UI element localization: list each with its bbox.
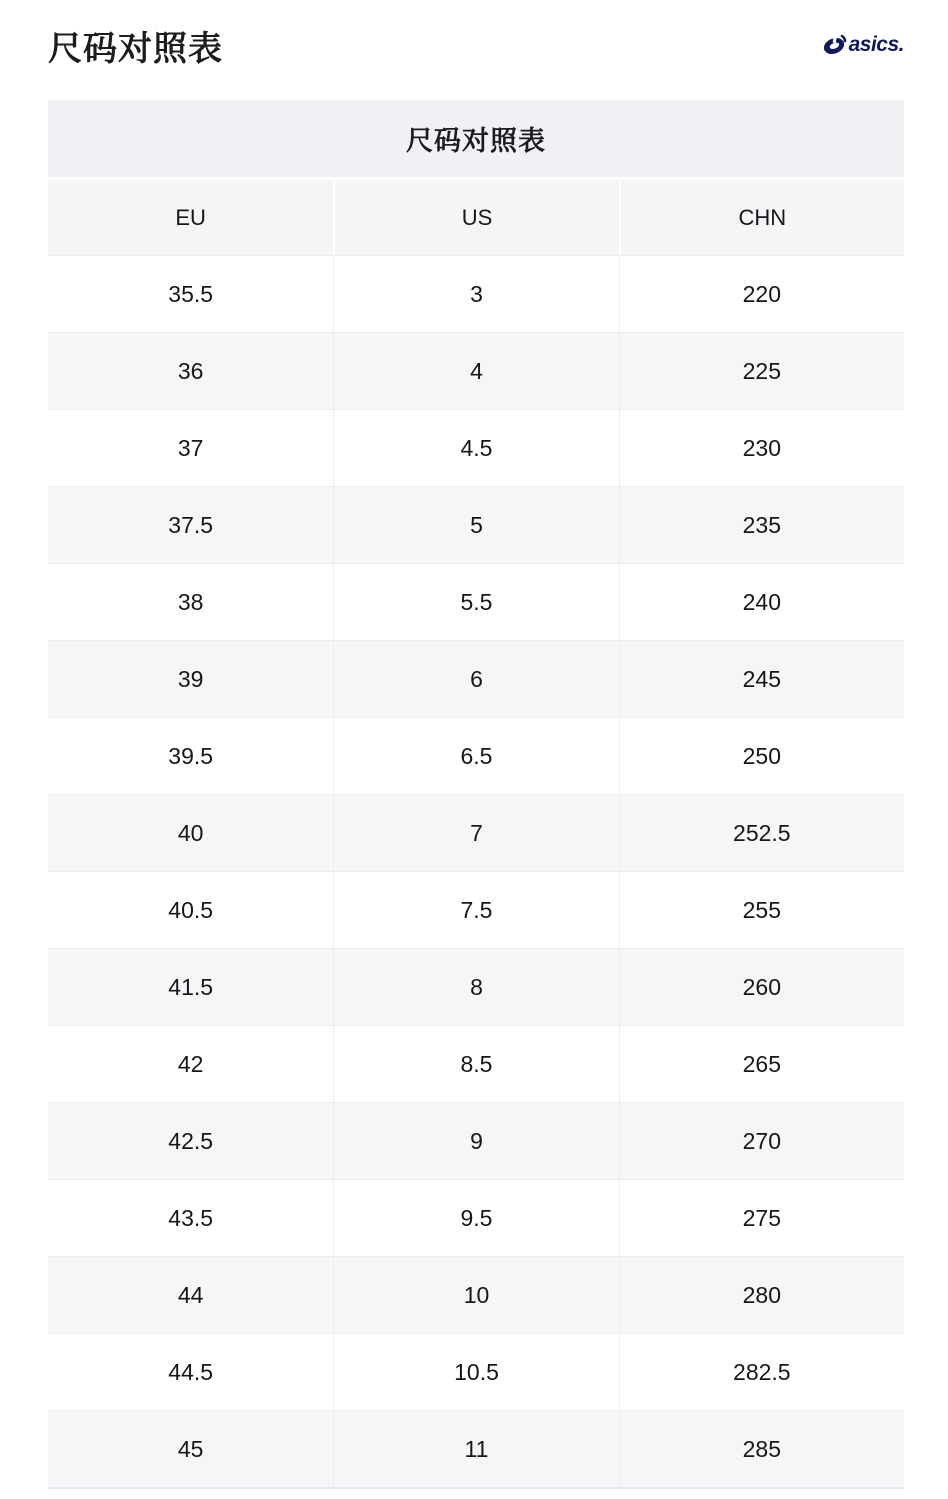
size-cell: 44 [48,1256,333,1333]
size-cell: 282.5 [619,1333,904,1410]
size-cell: 230 [619,409,904,486]
size-cell: 285 [619,1410,904,1487]
table-row [48,486,904,563]
size-cell: 9 [333,1102,618,1179]
table-row [48,1410,904,1487]
size-cell: 10 [333,1256,618,1333]
size-cell: 240 [619,563,904,640]
table-header-row [48,180,904,255]
table-row [48,717,904,794]
size-cell: 7 [333,794,618,871]
size-cell: 42.5 [48,1102,333,1179]
table-head [48,180,904,255]
size-cell: 5.5 [333,563,618,640]
size-cell: 6 [333,640,618,717]
size-cell: 41.5 [48,948,333,1025]
size-cell: 10.5 [333,1333,618,1410]
table-row [48,948,904,1025]
size-cell: 225 [619,332,904,409]
size-chart [48,100,904,1489]
size-cell: 245 [619,640,904,717]
size-cell: 220 [619,255,904,332]
header [48,22,904,68]
asics-logo [821,33,904,57]
size-cell: 7.5 [333,871,618,948]
page-title: 尺码对照表 [48,29,223,68]
size-cell: 260 [619,948,904,1025]
column-header-eu: EU [48,180,333,255]
size-cell: 4 [333,332,618,409]
table-row [48,1179,904,1256]
table-row [48,794,904,871]
size-cell: 4.5 [333,409,618,486]
table-row [48,640,904,717]
size-cell: 6.5 [333,717,618,794]
size-cell: 5 [333,486,618,563]
asics-logo-text: asics. [848,33,904,56]
size-cell: 45 [48,1410,333,1487]
column-header-chn: CHN [619,180,904,255]
size-cell: 280 [619,1256,904,1333]
size-cell: 8 [333,948,618,1025]
size-cell: 37.5 [48,486,333,563]
table-row [48,1333,904,1410]
size-cell: 40 [48,794,333,871]
size-cell: 38 [48,563,333,640]
size-cell: 42 [48,1025,333,1102]
size-cell: 255 [619,871,904,948]
column-header-us: US [333,180,618,255]
size-cell: 265 [619,1025,904,1102]
size-table [48,180,904,1487]
size-cell: 36 [48,332,333,409]
size-cell: 270 [619,1102,904,1179]
size-cell: 252.5 [619,794,904,871]
size-cell: 11 [333,1410,618,1487]
table-row [48,1025,904,1102]
asics-spiral-a-icon [821,33,847,57]
size-cell: 9.5 [333,1179,618,1256]
table-title: 尺码对照表 [48,100,904,177]
size-cell: 235 [619,486,904,563]
size-cell: 40.5 [48,871,333,948]
size-cell: 39 [48,640,333,717]
size-cell: 44.5 [48,1333,333,1410]
table-row [48,1256,904,1333]
table-row [48,255,904,332]
size-cell: 39.5 [48,717,333,794]
size-cell: 275 [619,1179,904,1256]
size-cell: 37 [48,409,333,486]
table-row [48,332,904,409]
table-row [48,409,904,486]
size-cell: 35.5 [48,255,333,332]
size-cell: 8.5 [333,1025,618,1102]
size-cell: 43.5 [48,1179,333,1256]
table-body [48,255,904,1487]
table-row [48,871,904,948]
size-cell: 250 [619,717,904,794]
table-row [48,563,904,640]
table-row [48,1102,904,1179]
size-cell: 3 [333,255,618,332]
